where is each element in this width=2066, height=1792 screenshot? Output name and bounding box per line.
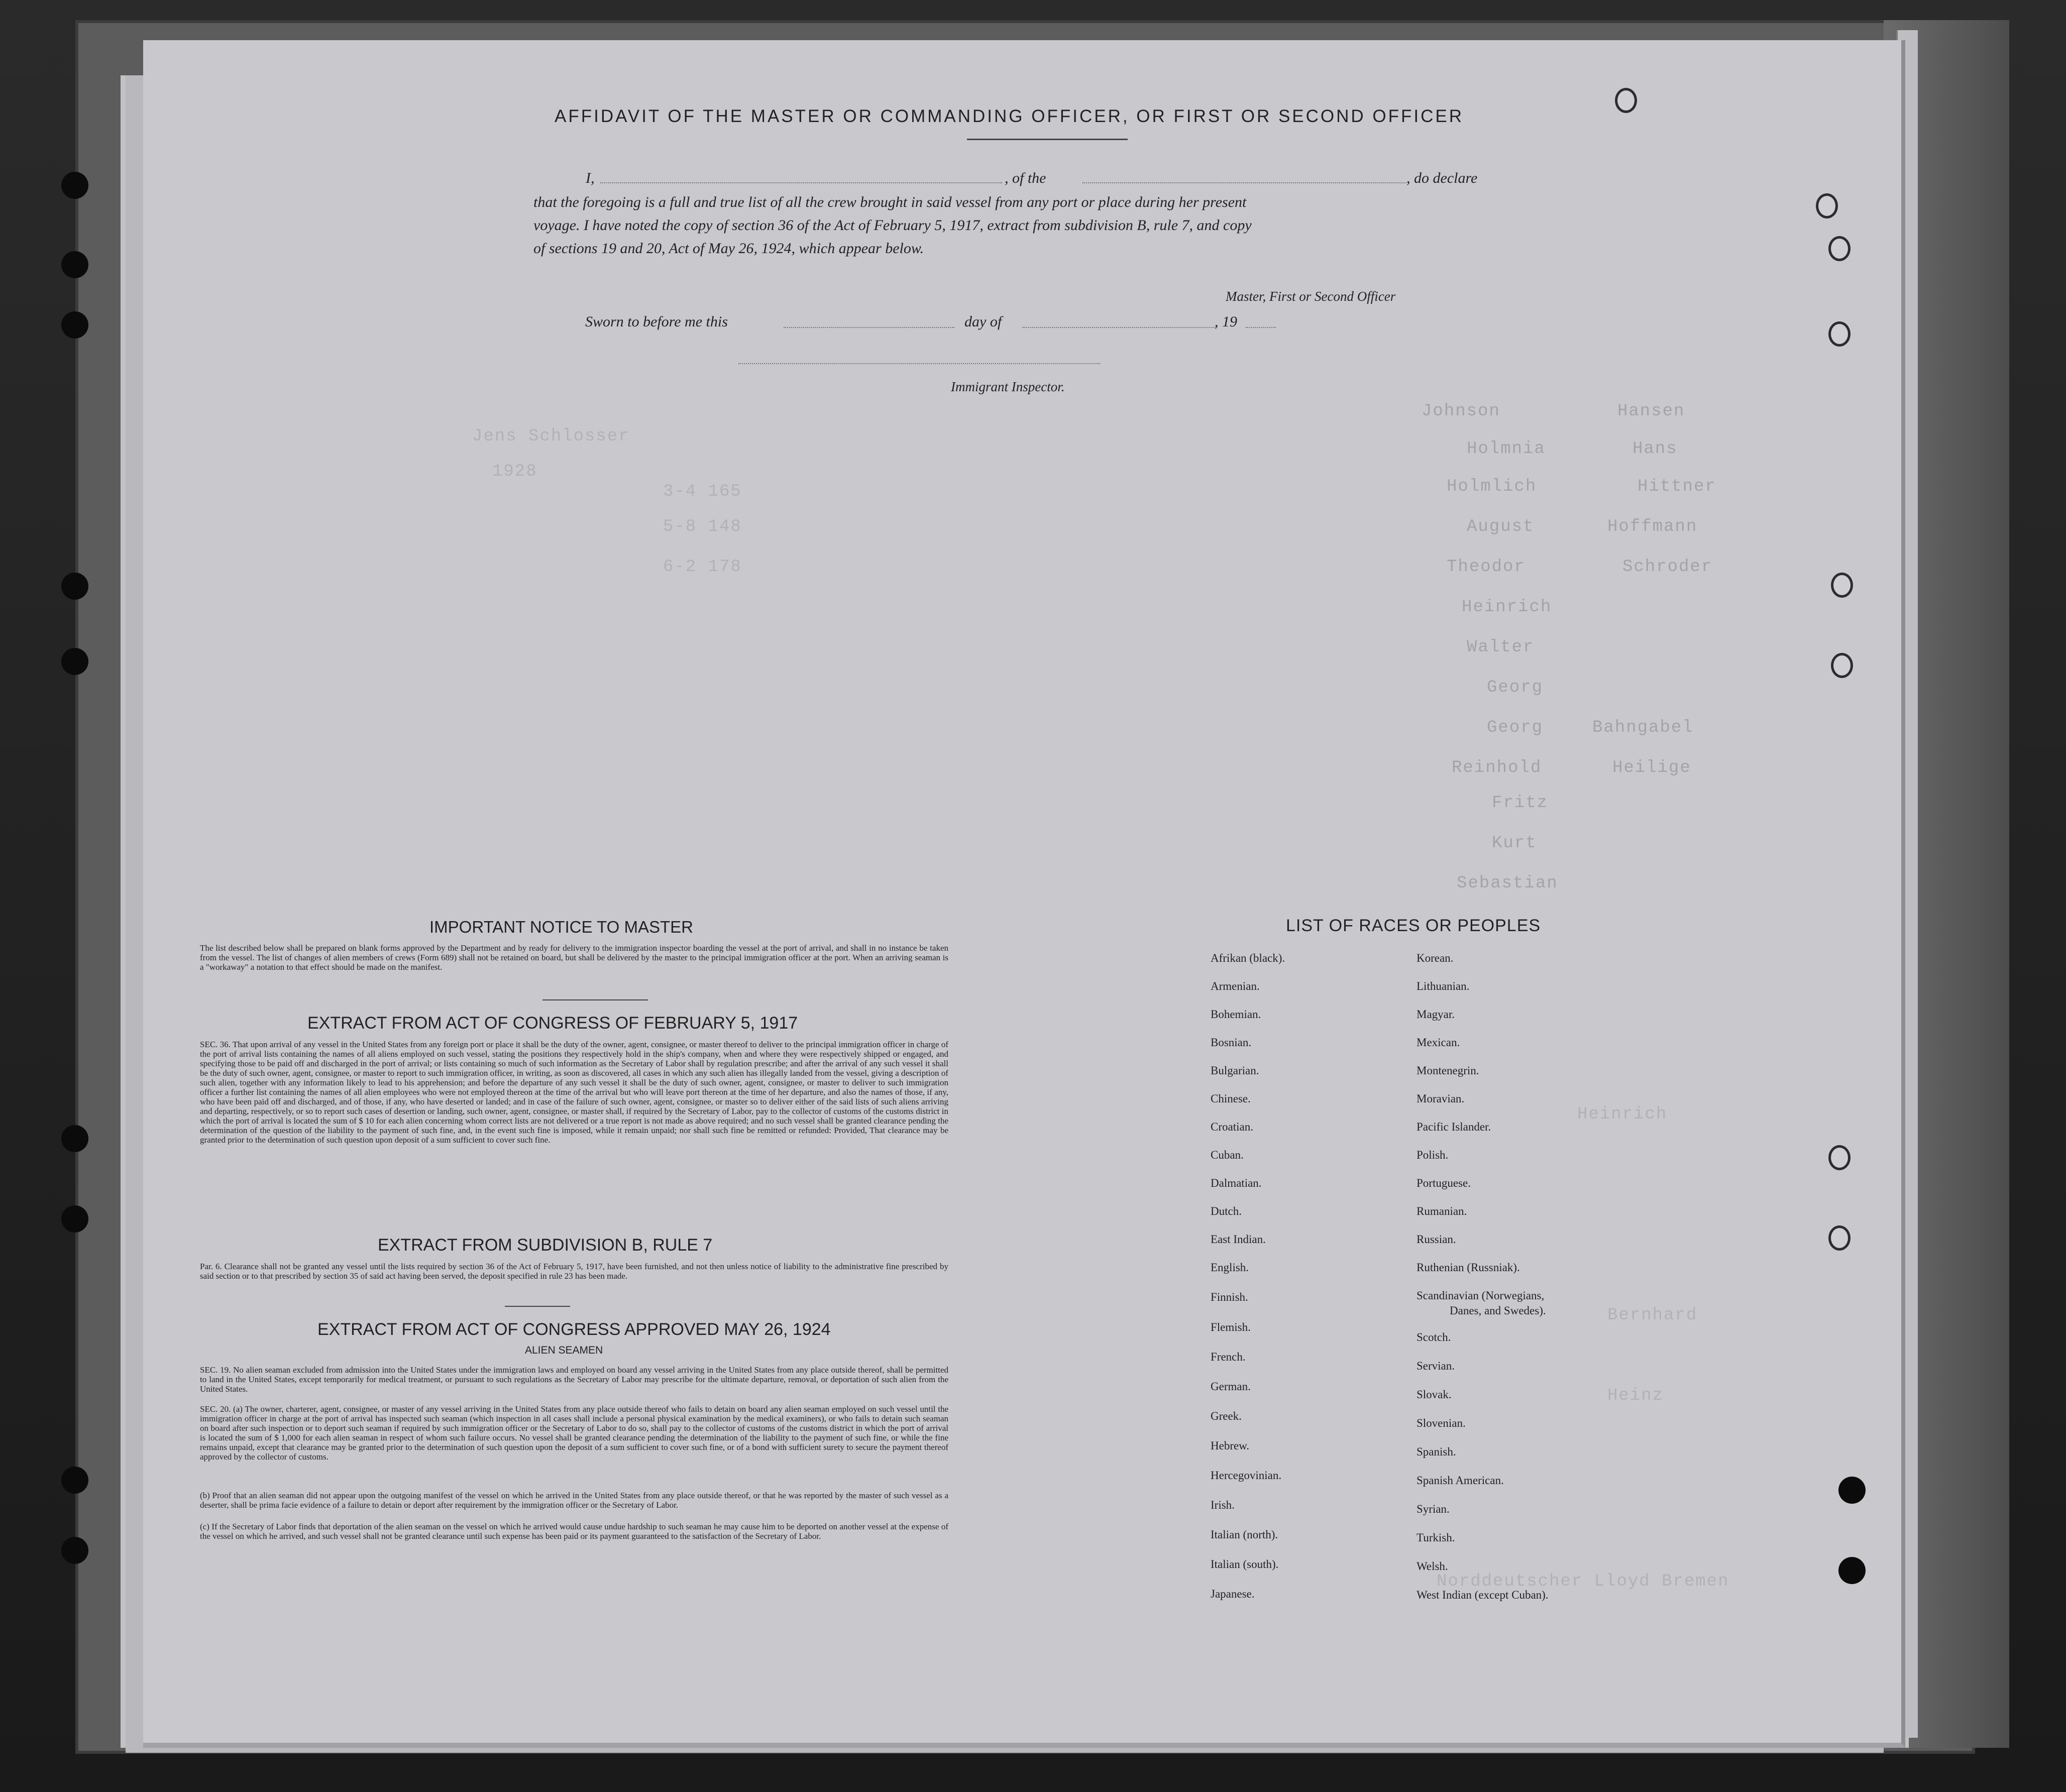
race-item: Bosnian.: [1211, 1036, 1252, 1049]
race-item: Finnish.: [1211, 1291, 1248, 1303]
vessel-of-label: , of the: [1005, 170, 1046, 186]
extract-1924-subtitle: ALIEN SEAMEN: [525, 1345, 603, 1356]
race-item: English.: [1211, 1261, 1249, 1274]
race-item: Italian (south).: [1211, 1558, 1279, 1571]
race-item: Japanese.: [1211, 1588, 1255, 1600]
affidavit-title: AFFIDAVIT OF THE MASTER OR COMMANDING OFFICER, OR FIRST OR SECOND OFFICER: [555, 106, 1464, 126]
sec-20b-body: (b) Proof that an alien seaman did not appear upon the outgoing manifest of the vessel on which he arrived in the United States from any place outside thereof, or that he was reported by the master of such vessel as a deserter, shall be prima facie evidence of a failure to detain or deport after requirement by the immigration officer or the Secretary of Labor.: [200, 1491, 948, 1510]
race-item: Chinese.: [1211, 1092, 1251, 1105]
affidavit-line-2: voyage. I have noted the copy of section 36 of the Act of February 5, 1917, extract from subdivision B, rule 7, and copy: [533, 217, 1252, 234]
race-item: Spanish American.: [1417, 1474, 1504, 1487]
notice-title: IMPORTANT NOTICE TO MASTER: [429, 918, 694, 936]
race-item: Servian.: [1417, 1360, 1455, 1372]
race-item: Afrikan (black).: [1211, 952, 1285, 964]
race-item: Turkish.: [1417, 1531, 1455, 1544]
race-item: Bohemian.: [1211, 1008, 1261, 1021]
extract-1917-title: EXTRACT FROM ACT OF CONGRESS OF FEBRUARY 5, 1917: [307, 1014, 798, 1033]
race-item: Slovak.: [1417, 1388, 1452, 1401]
extract-rule7-body: Par. 6. Clearance shall not be granted any vessel until the lists required by section 36 of the Act of February 5, 1917, have been furnished, and not then unless notice of liability to the administrative fine prescribed by said section or to that prescribed by section 35 of said act having been served, the deposit specified in rule 23 has been made.: [200, 1262, 948, 1281]
race-item: Welsh.: [1417, 1560, 1448, 1573]
races-title: LIST OF RACES OR PEOPLES: [1286, 916, 1541, 935]
race-item: Cuban.: [1211, 1149, 1244, 1161]
race-item: Greek.: [1211, 1410, 1242, 1422]
race-item: Dutch.: [1211, 1205, 1242, 1217]
extract-1924-title: EXTRACT FROM ACT OF CONGRESS APPROVED MAY 26, 1924: [317, 1320, 831, 1339]
race-item: German.: [1211, 1380, 1251, 1393]
title-underline: [967, 139, 1128, 140]
sec-19-body: SEC. 19. No alien seaman excluded from admission into the United States under the immigration laws and employed on board any vessel arriving in the United States from any place outside thereof, shall be permitted to land in the United States, except temporarily for medical treatment, or pursuant to such regulations as the Secretary of Labor may prescribe for the ultimate departure, removal, or deportation of such alien from the United States.: [200, 1365, 948, 1394]
race-item: Spanish.: [1417, 1445, 1456, 1458]
race-item: Montenegrin.: [1417, 1064, 1479, 1077]
race-item: West Indian (except Cuban).: [1417, 1589, 1549, 1601]
race-item: Lithuanian.: [1417, 980, 1470, 992]
race-item: Hebrew.: [1211, 1439, 1250, 1452]
inspector-signature-line[interactable]: [738, 363, 1100, 364]
race-item: Hercegovinian.: [1211, 1469, 1282, 1482]
signature-caption: Master, First or Second Officer: [1226, 289, 1396, 304]
race-item: Bulgarian.: [1211, 1064, 1259, 1077]
race-item: Korean.: [1417, 952, 1454, 964]
affiant-name-blank[interactable]: [600, 182, 1002, 183]
race-item: East Indian.: [1211, 1233, 1266, 1246]
race-item: Dalmatian.: [1211, 1177, 1262, 1189]
sec-20c-body: (c) If the Secretary of Labor finds that deportation of the alien seaman on the vessel on which he arrived would cause undue hardship to such seaman he may cause him to be deported on another vessel at the expense of the vessel on which he arrived, and such vessel shall not be granted clearance until such expense has been paid or its payment guaranteed to the satisfaction of the Secretary of Labor.: [200, 1522, 948, 1541]
race-item: Russian.: [1417, 1233, 1456, 1246]
race-item: Polish.: [1417, 1149, 1449, 1161]
sworn-year-blank[interactable]: [1246, 326, 1276, 328]
day-of-label: day of: [964, 313, 1002, 330]
race-item: Rumanian.: [1417, 1205, 1467, 1217]
affidavit-line-1: that the foregoing is a full and true list of all the crew brought in said vessel from any port or place during her present: [533, 194, 1247, 210]
race-item: Danes, and Swedes).: [1450, 1304, 1546, 1317]
extract-rule7-title: EXTRACT FROM SUBDIVISION B, RULE 7: [378, 1236, 713, 1255]
divider: [505, 1306, 570, 1307]
race-item: Pacific Islander.: [1417, 1121, 1491, 1133]
race-item: Scotch.: [1417, 1331, 1451, 1343]
race-item: Flemish.: [1211, 1321, 1251, 1333]
race-item: Portuguese.: [1417, 1177, 1471, 1189]
race-item: French.: [1211, 1351, 1246, 1363]
sworn-month-blank[interactable]: [1022, 326, 1216, 328]
declare-label: , do declare: [1406, 170, 1478, 186]
race-item: Slovenian.: [1417, 1417, 1466, 1429]
race-item: Ruthenian (Russniak).: [1417, 1261, 1520, 1274]
race-item: Armenian.: [1211, 980, 1260, 992]
race-item: Croatian.: [1211, 1121, 1253, 1133]
race-item: Syrian.: [1417, 1503, 1450, 1515]
inspector-caption: Immigrant Inspector.: [951, 379, 1065, 394]
extract-1917-body: SEC. 36. That upon arrival of any vessel in the United States from any foreign port or place it shall be the duty of the owner, agent, consignee, or master thereof to deliver to the principal immigration officer in charge of the port of arrival lists containing the names of all aliens employed on such vessel, stating the positions they respectively hold in the ship's company, when and where they were respectively shipped or engaged, and specifying those to be paid off and discharged in the port of arrival; or lists containing so much of such information as the Secretary of Labor shall by regulation prescribe; and after the arrival of any such vessel it shall be the duty of such owner, agent, consignee, or master to report to such immigration officer, in writing, as soon as discovered, all cases in which any such alien has illegally landed from the vessel, giving a description of such alien, together with any information likely to lead to his apprehension; and before the departure of any such vessel it shall be the duty of such owner, agent, consignee, or master to deliver to such immigration officer a further list containing the names of all alien employees who were not employed thereon at the time of the arrival but who will leave port thereon at the time of her departure, and also the names of those, if any, who have been paid off and discharged, and of those, if any, who have deserted or landed; and in case of the failure of such owner, agent, consignee, or master so to deliver either of the said lists of such aliens arriving and departing, respectively, or so to report such cases of desertion or landing, such owner, agent, consignee, or master shall, if required by the Secretary of Labor, pay to the collector of customs of the customs district in which the port of arrival is located the sum of $ 10 for each alien concerning whom correct lists are not delivered or a true report is not made as above required; and no such vessel shall be granted clearance pending the determination of the question of the liability to the payment of such fine, and, in the event such fine is imposed, while it remain unpaid; nor shall such fine be remitted or refunded: Provided, That clearance may be granted prior to the determination of such question upon deposit of a sum sufficient to cover such fine.: [200, 1040, 948, 1145]
affiant-label: I,: [586, 170, 595, 186]
vessel-name-blank[interactable]: [1082, 182, 1406, 183]
race-item: Italian (north).: [1211, 1528, 1278, 1541]
affidavit-line-3: of sections 19 and 20, Act of May 26, 1924, which appear below.: [533, 240, 924, 257]
race-item: Mexican.: [1417, 1036, 1460, 1049]
race-item: Scandinavian (Norwegians,: [1417, 1289, 1545, 1302]
sworn-day-blank[interactable]: [784, 326, 954, 328]
notice-body: The list described below shall be prepared on blank forms approved by the Department and by ready for delivery to the immigration inspector boarding the vessel at the port of arrival, and shall in no instance be taken from the vessel. The list of changes of alien members of crews (Form 689) shall not be retained on board, but shall be delivered by the master to the principal immigration officer at the port. When an arriving seaman is a "workaway" a notation to that effect should be made on the manifest.: [200, 943, 948, 972]
divider: [542, 999, 648, 1000]
sec-20a-body: SEC. 20. (a) The owner, charterer, agent, consignee, or master of any vessel arriving in the United States from any place outside thereof who fails to detain on board any alien seaman employed on such vessel until the immigration officer in charge at the port of arrival has inspected such seaman (which inspection in all cases shall include a personal physical examination by the medical examiners), or who fails to detain such seaman on board after such inspection or to deport such seaman if required by such immigration officer or the Secretary of Labor to do so, shall pay to the collector of customs of the customs district in which the port of arrival is located the sum of $ 1,000 for each alien seaman in respect of whom such failure occurs. No vessel shall be granted clearance pending the determination of the liability to the payment of such fine, or while the fine remains unpaid, except that clearance may be granted prior to the determination of such question upon the deposit of a sum sufficient to cover such fine, or of a bond with sufficient surety to secure the payment thereof approved by the collector of customs.: [200, 1404, 948, 1462]
race-item: Moravian.: [1417, 1092, 1465, 1105]
year-label: , 19: [1215, 313, 1237, 330]
race-item: Irish.: [1211, 1499, 1235, 1511]
race-item: Magyar.: [1417, 1008, 1455, 1021]
sworn-label: Sworn to before me this: [585, 313, 728, 330]
